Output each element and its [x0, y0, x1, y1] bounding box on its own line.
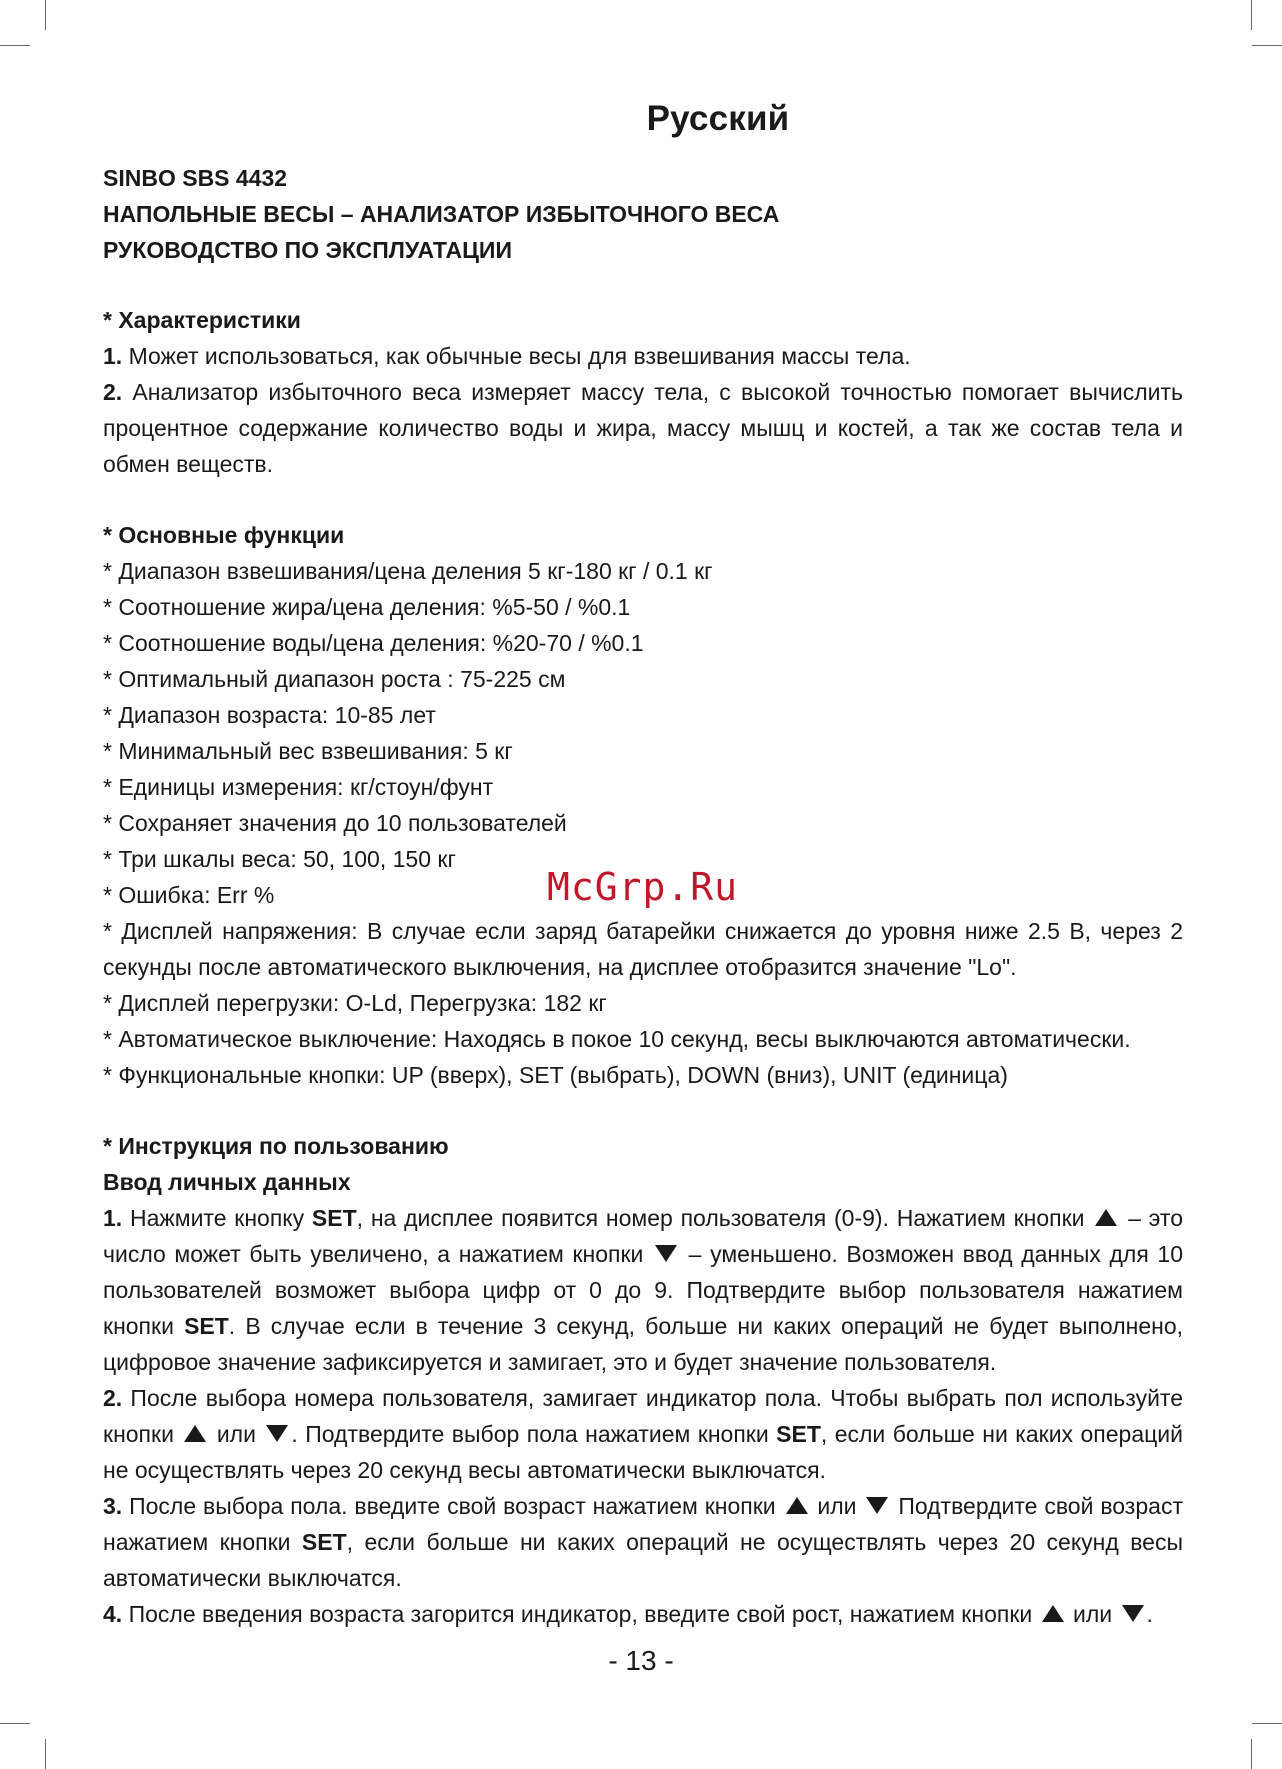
page-number: - 13 -: [608, 1645, 674, 1676]
features-title: * Характеристики: [103, 307, 301, 333]
feature-item: 1. Может использоваться, как обычные весы для взвешивания массы тела.: [103, 343, 911, 369]
instruction-step-2: 2. После выбора номера пользователя, замигает индикатор пола. Чтобы выбрать пол используйте кнопки или . Подтвердите выбор пола нажатием кнопки SET, если больше ни каких операций не осуществлять через 20 секунд весы автоматически выключатся.: [103, 1385, 1183, 1483]
down-triangle-icon: [866, 1497, 888, 1514]
function-item: * Дисплей напряжения: В случае если заряд батарейки снижается до уровня ниже 2.5 В, через 2 секунды после автоматического выключения, на дисплее отобразится значение "Lo".: [103, 918, 1183, 980]
down-triangle-icon: [655, 1245, 677, 1262]
crop-mark-top-right: [1251, 0, 1252, 30]
function-item: * Сохраняет значения до 10 пользователей: [103, 810, 567, 836]
instruction-step-4: 4. После введения возраста загорится индикатор, введите свой рост, нажатием кнопки или .: [103, 1601, 1153, 1627]
feature-item: 2. Анализатор избыточного веса измеряет массу тела, с высокой точностью помогает вычислить процентное содержание количество воды и жира, массу мышц и костей, а так же состав тела и обмен веществ.: [103, 379, 1183, 477]
manual-title: РУКОВОДСТВО ПО ЭКСПЛУАТАЦИИ: [103, 237, 512, 263]
function-item: * Минимальный вес взвешивания: 5 кг: [103, 738, 513, 764]
instructions-subtitle: Ввод личных данных: [103, 1169, 351, 1195]
language-title: Русский: [646, 99, 790, 138]
watermark: McGrp.Ru: [547, 865, 739, 909]
instructions-title: * Инструкция по пользованию: [103, 1133, 449, 1159]
function-item: * Оптимальный диапазон роста : 75-225 см: [103, 666, 566, 692]
up-triangle-icon: [1095, 1209, 1117, 1226]
function-item: * Автоматическое выключение: Находясь в покое 10 секунд, весы выключаются автоматически.: [103, 1026, 1131, 1052]
crop-mark-bottom-left: [45, 1739, 46, 1769]
function-item: * Функциональные кнопки: UP (вверх), SET (выбрать), DOWN (вниз), UNIT (единица): [103, 1062, 1008, 1088]
product-name: НАПОЛЬНЫЕ ВЕСЫ – АНАЛИЗАТОР ИЗБЫТОЧНОГО ВЕСА: [103, 201, 780, 227]
function-item: * Диапазон возраста: 10-85 лет: [103, 702, 436, 728]
function-item: * Три шкалы веса: 50, 100, 150 кг: [103, 846, 456, 872]
functions-title: * Основные функции: [103, 522, 345, 548]
crop-mark-bottom-right: [1252, 1723, 1282, 1724]
up-triangle-icon: [1042, 1605, 1064, 1622]
instruction-step-1: 1. Нажмите кнопку SET, на дисплее появится номер пользователя (0-9). Нажатием кнопки – это число может быть увеличено, а нажатием кнопки – уменьшено. Возможен ввод данных для 10 пользователей возможет выбора цифр от 0 до 9. Подтвердите выбор пользователя нажатием кнопки SET. В случае если в течение 3 секунд, больше ни каких операций не будет выполнено, цифровое значение зафиксируется и замигает, это и будет значение пользователя.: [103, 1205, 1184, 1375]
up-triangle-icon: [184, 1425, 206, 1442]
function-item: * Ошибка: Err %: [103, 882, 275, 908]
crop-mark-top-left: [45, 0, 46, 30]
function-item: * Диапазон взвешивания/цена деления 5 кг-180 кг / 0.1 кг: [103, 558, 713, 584]
up-triangle-icon: [786, 1497, 808, 1514]
function-item: * Соотношение воды/цена деления: %20-70 / %0.1: [103, 630, 644, 656]
model-name: SINBO SBS 4432: [103, 165, 288, 191]
function-item: * Единицы измерения: кг/стоун/фунт: [103, 774, 494, 800]
function-item: * Дисплей перегрузки: O-Ld, Перегрузка: 182 кг: [103, 990, 607, 1016]
crop-mark-top-left: [0, 45, 30, 46]
crop-mark-bottom-right: [1251, 1739, 1252, 1769]
instruction-step-3: 3. После выбора пола. введите свой возраст нажатием кнопки или Подтвердите свой возраст нажатием кнопки SET, если больше ни каких операций не осуществлять через 20 секунд весы автоматически выключатся.: [103, 1493, 1183, 1591]
down-triangle-icon: [1122, 1605, 1144, 1622]
document-page: [103, 96, 1183, 1632]
crop-mark-top-right: [1252, 45, 1282, 46]
down-triangle-icon: [266, 1425, 288, 1442]
crop-mark-bottom-left: [0, 1723, 30, 1724]
function-item: * Соотношение жира/цена деления: %5-50 / %0.1: [103, 594, 631, 620]
